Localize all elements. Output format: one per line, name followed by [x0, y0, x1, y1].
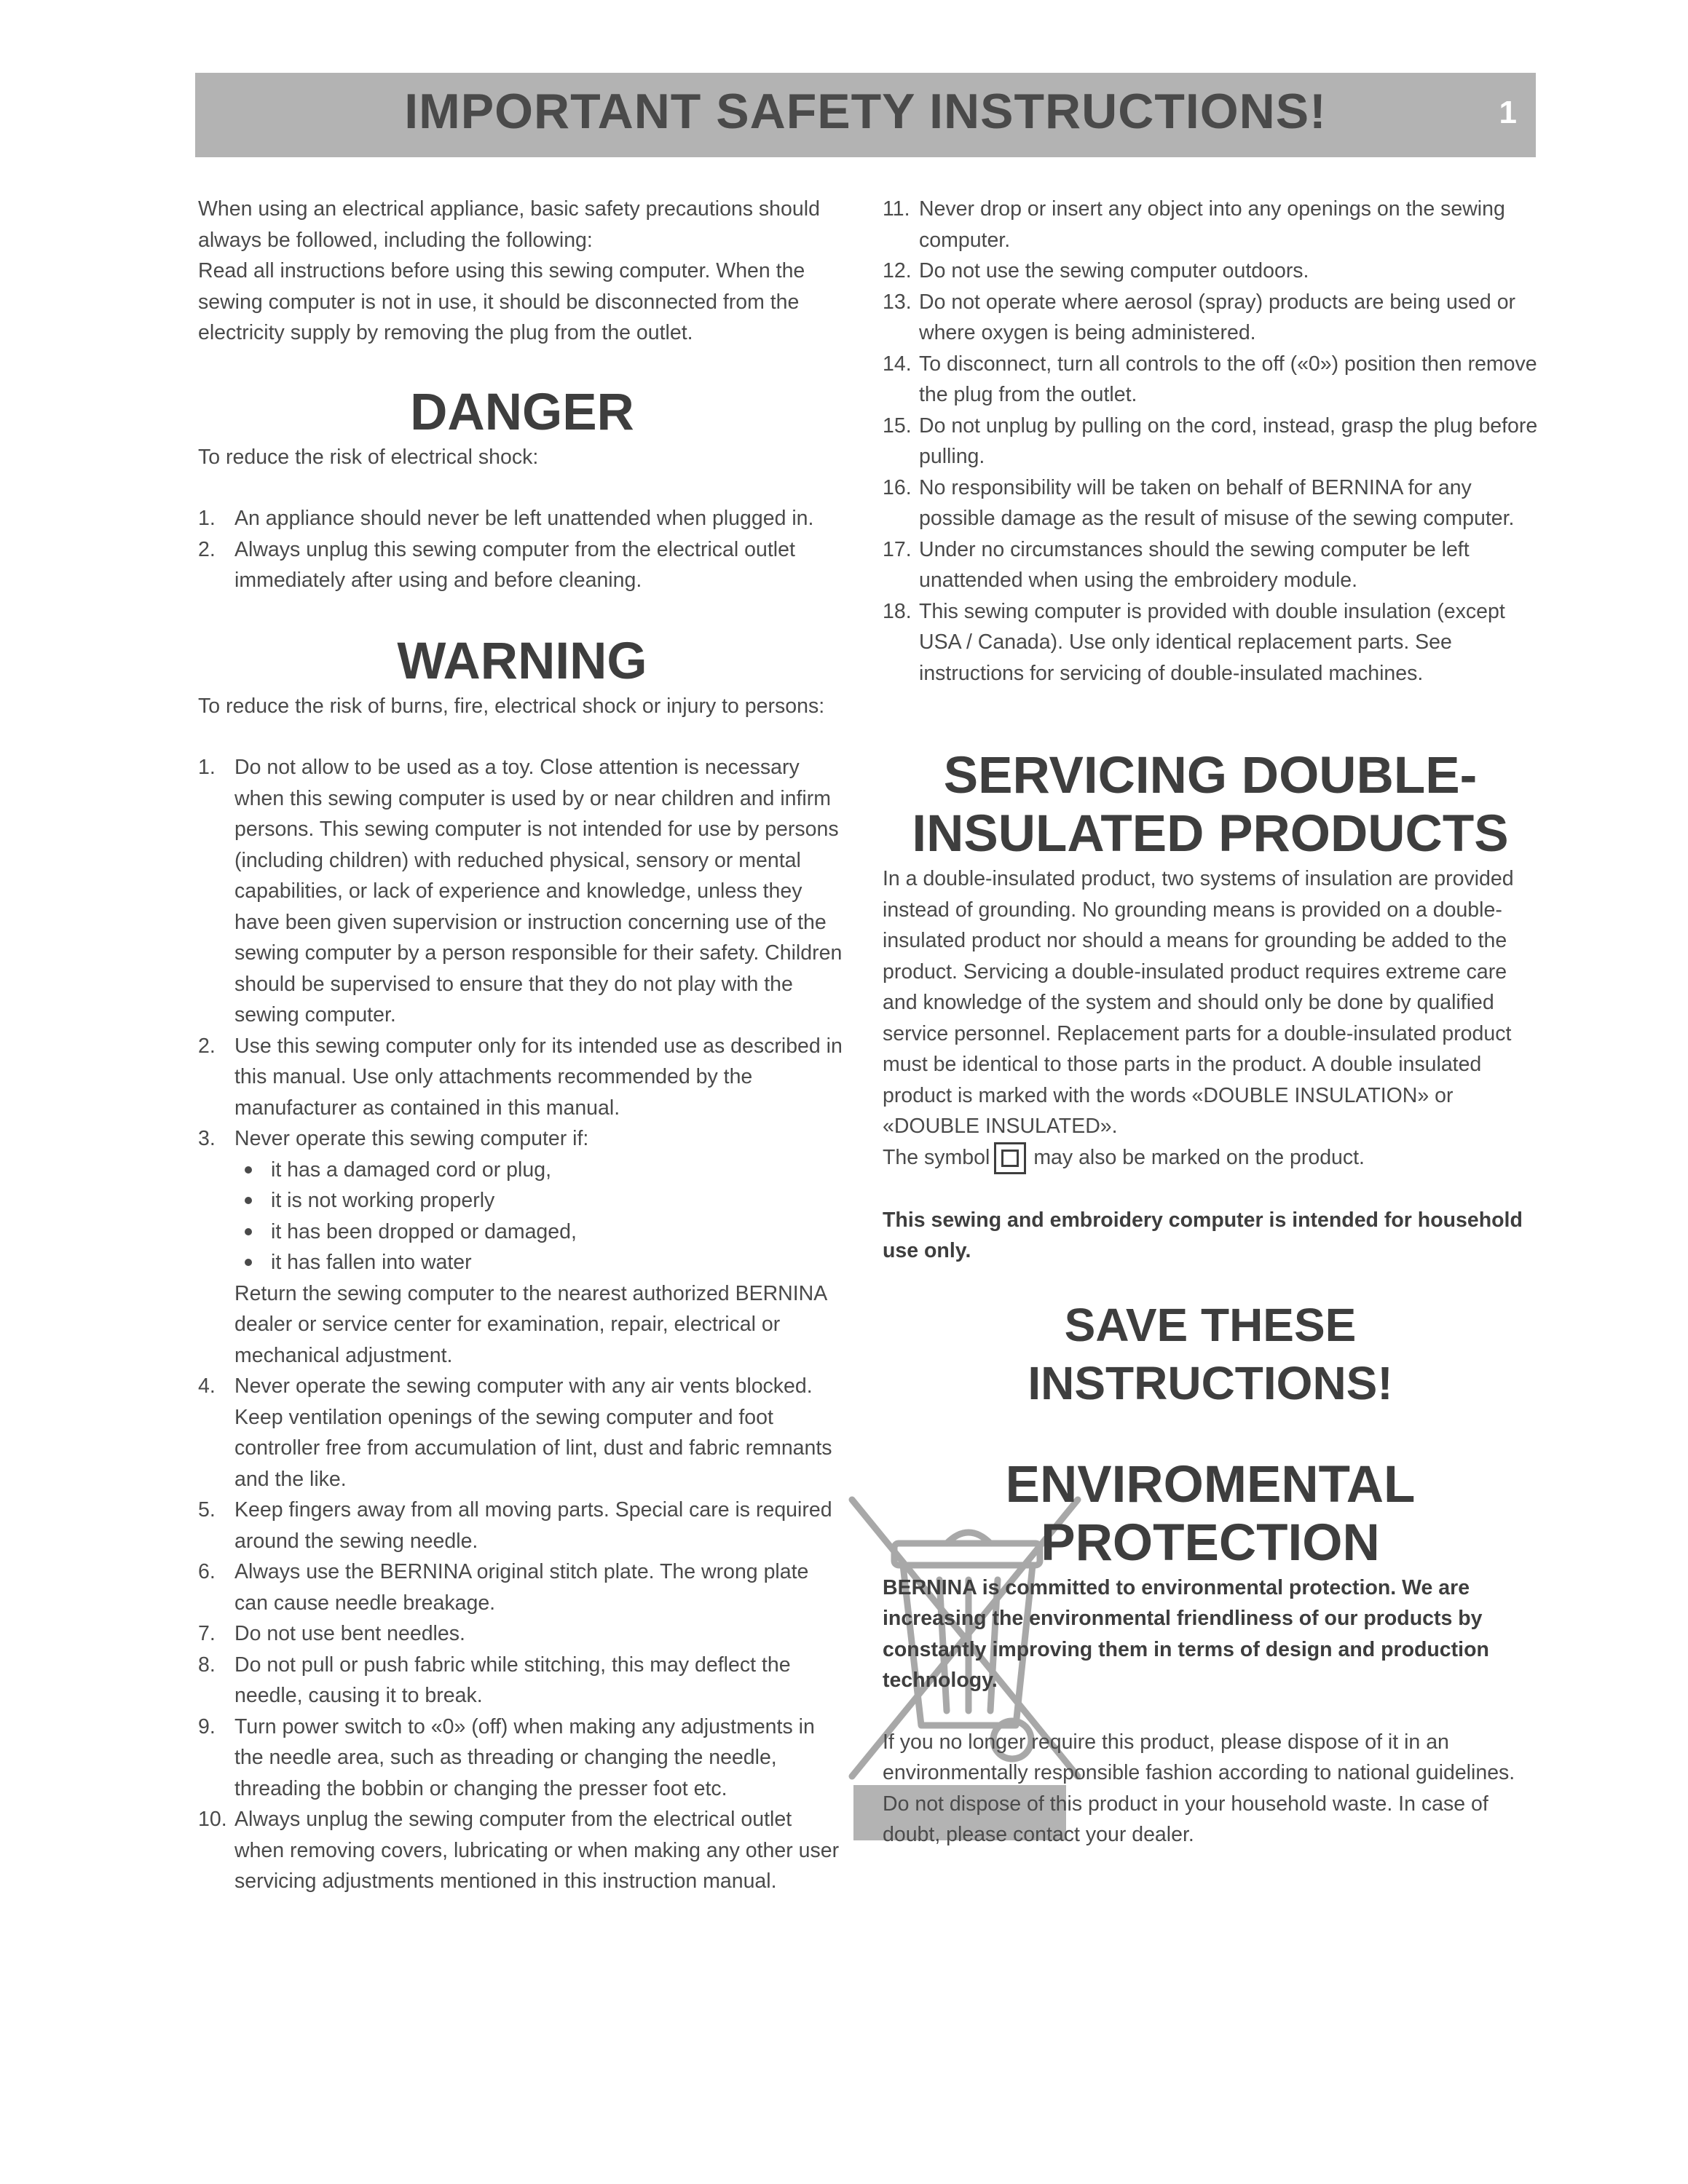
left-column [198, 194, 846, 1897]
header-bar [195, 73, 1536, 157]
intro-text-1: When using an electrical appliance, basic safety precautions should always be followed, including the following: [198, 197, 820, 252]
safety-list-continued [883, 194, 1538, 689]
list-item: 15. Do not unplug by pulling on the cord, instead, grasp the plug before pulling. [883, 414, 1538, 468]
warning-heading: WARNING [397, 632, 647, 690]
servicing-heading: SERVICING DOUBLE- INSULATED PRODUCTS [912, 747, 1509, 863]
danger-list [198, 503, 846, 596]
list-item: 2. Always unplug this sewing computer from the electrical outlet immediately after using and before cleaning. [198, 537, 795, 592]
page-title: IMPORTANT SAFETY INSTRUCTIONS! [404, 84, 1327, 139]
environment-commitment: BERNINA is committed to environmental protection. We are increasing the environmental friendliness of our products by constantly improving them in terms of design and production technology. [883, 1575, 1489, 1693]
bullet-item: it has been dropped or damaged, [234, 1216, 846, 1248]
list-item: 11. Never drop or insert any object into any openings on the sewing computer. [883, 197, 1505, 252]
page-number: 1 [1499, 95, 1517, 130]
list-item: 10. Always unplug the sewing computer from the electrical outlet when removing covers, lubricating or when making any other user servicing adjustments mentioned in this instruction manual. [198, 1808, 840, 1893]
bullet-item: it has fallen into water [234, 1247, 846, 1278]
list-item: 18. This sewing computer is provided with double insulation (except USA / Canada). Use only identical replacement parts. See instructions for servicing of double-insulated machines. [883, 599, 1505, 685]
list-item: 6. Always use the BERNINA original stitch plate. The wrong plate can cause needle breakage. [198, 1560, 809, 1615]
environment-heading: ENVIROMENTAL PROTECTION [1005, 1455, 1416, 1572]
danger-heading: DANGER [410, 383, 634, 441]
list-item: 5. Keep fingers away from all moving parts. Special care is required around the sewing needle. [198, 1498, 832, 1553]
list-item: 12. Do not use the sewing computer outdoors. [883, 259, 1309, 282]
list-item: 16. No responsibility will be taken on behalf of BERNINA for any possible damage as the result of misuse of the sewing computer. [883, 475, 1515, 530]
list-item: 2. Use this sewing computer only for its intended use as described in this manual. Use only attachments recommended by the manufacturer as contained in this manual. [198, 1034, 843, 1120]
servicing-text: In a double-insulated product, two systems of insulation are provided instead of grounding. No grounding means is provided on a double-insulated product nor should a means for grounding be added to the product. Servicing a double-insulated product requires extreme care and knowledge of the system and should only be done by qualified service personnel. Replacement parts for a double-insulated product must be identical to those parts in the product. A double insulated product is marked with the words «DOUBLE INSULATION» or «DOUBLE INSULATED». [883, 867, 1514, 1138]
intro-text-2: Read all instructions before using this sewing computer. When the sewing computer is not in use, it should be disconnected from the electricity supply by removing the plug from the outlet. [198, 259, 805, 344]
double-insulation-symbol-icon [994, 1142, 1026, 1174]
warning-subtitle: To reduce the risk of burns, fire, electrical shock or injury to persons: [198, 694, 825, 718]
list-item: 3. Never operate this sewing computer if: it has a damaged cord or plug, it is not working properly it has been dropped or damaged, it has fallen into water Return the sewing computer to the nearest authorized BERNINA dealer or service center for examination, repair, electrical or mechanical adjustment. [198, 1123, 846, 1371]
list-item: 13. Do not operate where aerosol (spray) products are being used or where oxygen is being administered. [883, 290, 1516, 344]
list-item: 14. To disconnect, turn all controls to the off («0») position then remove the plug from the outlet. [883, 352, 1537, 406]
danger-subtitle: To reduce the risk of electrical shock: [198, 445, 539, 469]
list-item: 9. Turn power switch to «0» (off) when making any adjustments in the needle area, such as threading or changing the needle, threading the bobbin or changing the presser foot etc. [198, 1714, 815, 1800]
symbol-line: The symbol may also be marked on the product. [883, 1142, 1538, 1174]
right-column [883, 194, 1538, 1851]
list-item: 1. Do not allow to be used as a toy. Close attention is necessary when this sewing computer is used by or near children and infirm persons. This sewing computer is not intended for use by persons (including children) with reduched physical, sensory or mental capabilities, or lack of experience and knowledge, unless they have been given supervision or instruction concerning use of the sewing computer by a person responsible for their safety. Children should be supervised to ensure that they do not play with the sewing computer. [198, 756, 843, 1026]
list-item: 8. Do not pull or push fabric while stitching, this may deflect the needle, causing it to break. [198, 1653, 791, 1707]
bullet-item: it is not working properly [234, 1185, 846, 1216]
disposal-text: If you no longer require this product, please dispose of it in an environmentally responsible fashion according to national guidelines. Do not dispose of this product in your household waste. In case of doubt, please contact your dealer. [883, 1730, 1515, 1847]
bullet-list [234, 1155, 846, 1278]
list-item: 7. Do not use bent needles. [198, 1622, 465, 1645]
save-heading: SAVE THESE INSTRUCTIONS! [1028, 1298, 1393, 1409]
warning-list [198, 752, 846, 1897]
list-item: 4. Never operate the sewing computer with any air vents blocked. Keep ventilation openings of the sewing computer and foot controller free from accumulation of lint, dust and fabric remnants and the like. [198, 1374, 832, 1491]
return-note: Return the sewing computer to the nearest authorized BERNINA dealer or service center for examination, repair, electrical or mechanical adjustment. [234, 1281, 827, 1367]
household-note: This sewing and embroidery computer is intended for household use only. [883, 1208, 1523, 1263]
list-item: 1. An appliance should never be left unattended when plugged in. [198, 507, 814, 530]
list-item: 17. Under no circumstances should the sewing computer be left unattended when using the embroidery module. [883, 537, 1470, 592]
bullet-item: it has a damaged cord or plug, [234, 1155, 846, 1186]
